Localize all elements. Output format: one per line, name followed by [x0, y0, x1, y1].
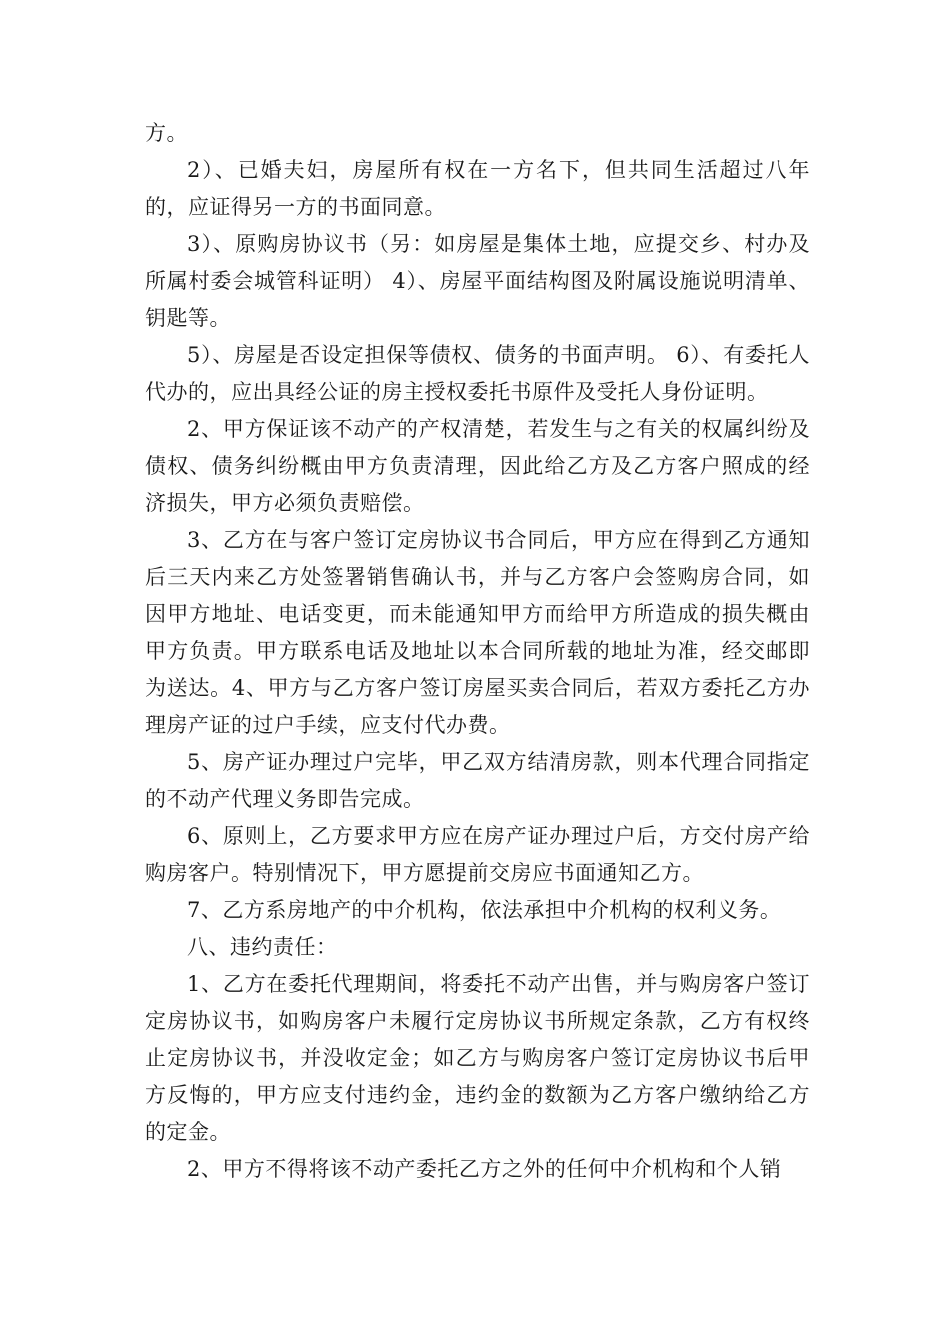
section-heading-breach: 八、违约责任： [187, 935, 338, 959]
paragraph-6: 3、乙方在与客户签订定房协议书合同后，甲方应在得到乙方通知后三天内来乙方处签署销售确认书，并与乙方客户会签购房合同，如因甲方地址、电话变更，而未能通知甲方而给甲方所造成的损失概由甲方负责。甲方联系电话及地址以本合同所载的地址为准，经交邮即为送达。4、甲方与乙方客户签订房屋买卖合同后，若双方委托乙方办理房产证的过户手续，应支付代办费。 [145, 528, 810, 737]
paragraph-1: 方。 [145, 121, 188, 145]
paragraph-7: 5、房产证办理过户完毕，甲乙双方结清房款，则本代理合同指定的不动产代理义务即告完成。 [145, 750, 810, 811]
paragraph-9: 7、乙方系房地产的中介机构，依法承担中介机构的权利义务。 [187, 898, 782, 922]
paragraph-8: 6、原则上，乙方要求甲方应在房产证办理过户后，方交付房产给购房客户。特别情况下，甲方愿提前交房应书面通知乙方。 [145, 824, 810, 885]
paragraph-12: 2、甲方不得将该不动产委托乙方之外的任何中介机构和个人销 [187, 1157, 782, 1181]
paragraph-11: 1、乙方在委托代理期间，将委托不动产出售，并与购房客户签订定房协议书，如购房客户未履行定房协议书所规定条款，乙方有权终止定房协议书，并没收定金；如乙方与购房客户签订定房协议书后甲方反悔的，甲方应支付违约金，违约金的数额为乙方客户缴纳给乙方的定金。 [145, 972, 810, 1144]
document-body [145, 115, 810, 1188]
paragraph-2: 2）、已婚夫妇，房屋所有权在一方名下，但共同生活超过八年的，应证得另一方的书面同意。 [145, 158, 810, 219]
paragraph-3: 3）、原购房协议书（另：如房屋是集体土地，应提交乡、村办及所属村委会城管科证明） 4）、房屋平面结构图及附属设施说明清单、钥匙等。 [145, 232, 810, 330]
paragraph-5: 2、甲方保证该不动产的产权清楚，若发生与之有关的权属纠纷及债权、债务纠纷概由甲方负责清理，因此给乙方及乙方客户照成的经济损失，甲方必须负责赔偿。 [145, 417, 810, 515]
paragraph-4: 5）、房屋是否设定担保等债权、债务的书面声明。 6）、有委托人代办的，应出具经公证的房主授权委托书原件及受托人身份证明。 [145, 343, 810, 404]
